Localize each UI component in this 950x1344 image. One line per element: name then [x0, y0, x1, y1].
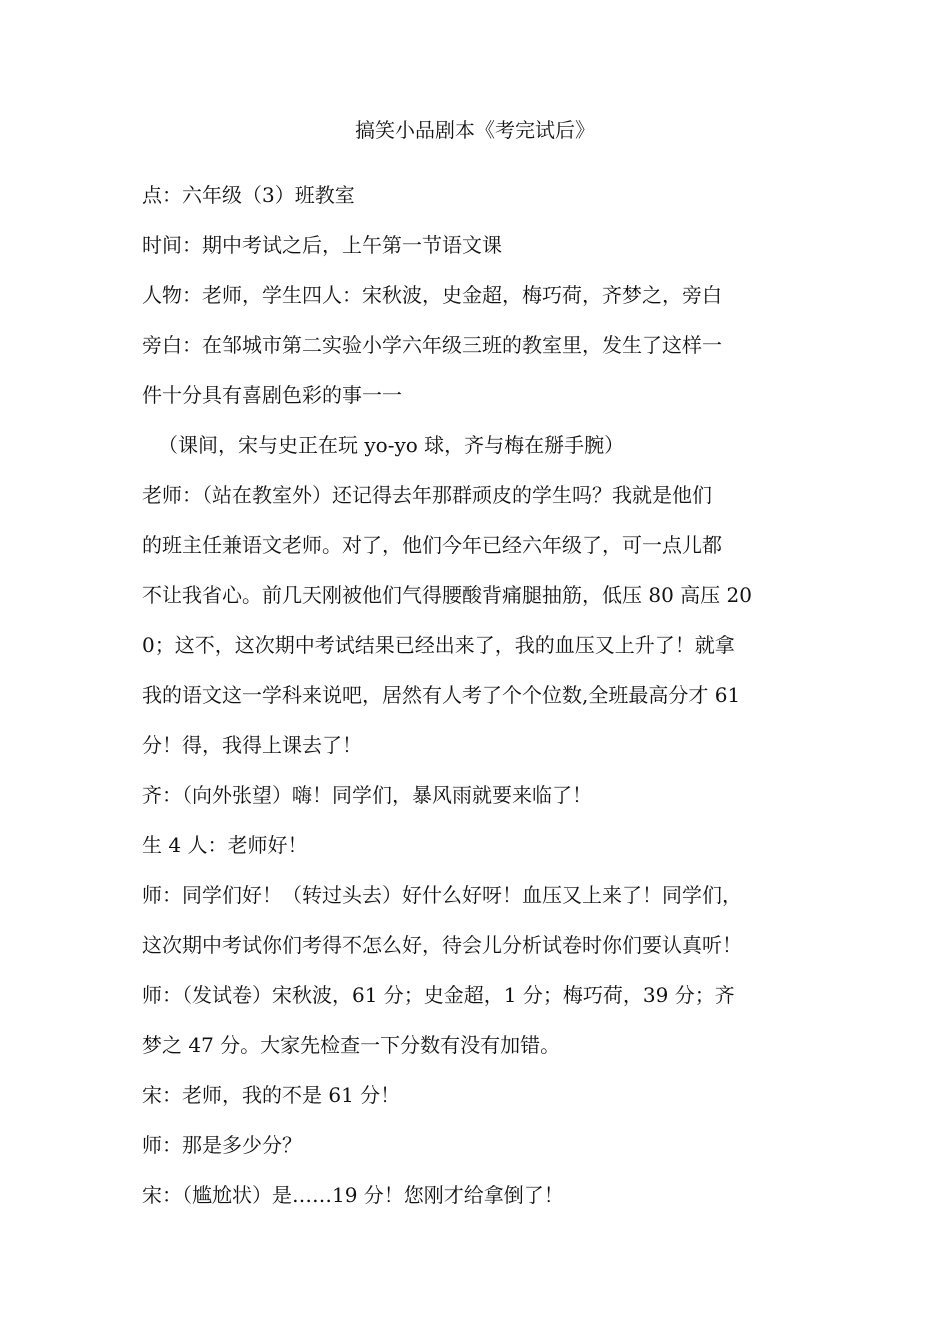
dialogue-line: 分！得，我得上课去了！ [142, 733, 362, 757]
time-line: 时间：期中考试之后，上午第一节语文课 [142, 233, 502, 257]
setting-line: 点：六年级（3）班教室 [142, 183, 355, 207]
dialogue-line: 这次期中考试你们考得不怎么好，待会儿分析试卷时你们要认真听！ [142, 933, 742, 957]
dialogue-line: 宋：老师，我的不是 61 分！ [142, 1083, 401, 1107]
dialogue-line: 师：那是多少分？ [142, 1133, 302, 1157]
dialogue-line: 我的语文这一学科来说吧，居然有人考了个个位数,全班最高分才 61 [142, 683, 741, 707]
dialogue-line: 师：（发试卷）宋秋波，61 分；史金超，1 分；梅巧荷，39 分；齐 [142, 983, 735, 1007]
dialogue-line: 师：同学们好！（转过头去）好什么好呀！血压又上来了！同学们， [142, 883, 742, 907]
narration-line: 旁白：在邹城市第二实验小学六年级三班的教室里，发生了这样一 [142, 333, 722, 357]
stage-direction: （课间，宋与史正在玩 yo-yo 球，齐与梅在掰手腕） [158, 433, 625, 457]
dialogue-line: 的班主任兼语文老师。对了，他们今年已经六年级了，可一点儿都 [142, 533, 722, 557]
dialogue-line: 0；这不，这次期中考试结果已经出来了，我的血压又上升了！就拿 [142, 633, 735, 657]
document-title: 搞笑小品剧本《考完试后》 [355, 118, 595, 142]
characters-line: 人物：老师，学生四人：宋秋波，史金超，梅巧荷，齐梦之，旁白 [142, 283, 722, 307]
dialogue-line: 梦之 47 分。大家先检查一下分数有没有加错。 [142, 1033, 561, 1057]
dialogue-line: 宋：（尴尬状）是……19 分！您刚才给拿倒了！ [142, 1183, 564, 1207]
dialogue-line: 不让我省心。前几天刚被他们气得腰酸背痛腿抽筋，低压 80 高压 20 [142, 583, 752, 607]
narration-line: 件十分具有喜剧色彩的事一一 [142, 383, 402, 407]
script-body [142, 170, 808, 1220]
dialogue-line: 齐：（向外张望）嗨！同学们，暴风雨就要来临了！ [142, 783, 592, 807]
dialogue-line: 生 4 人：老师好！ [142, 833, 308, 857]
dialogue-line: 老师：（站在教室外）还记得去年那群顽皮的学生吗？我就是他们 [142, 483, 712, 507]
